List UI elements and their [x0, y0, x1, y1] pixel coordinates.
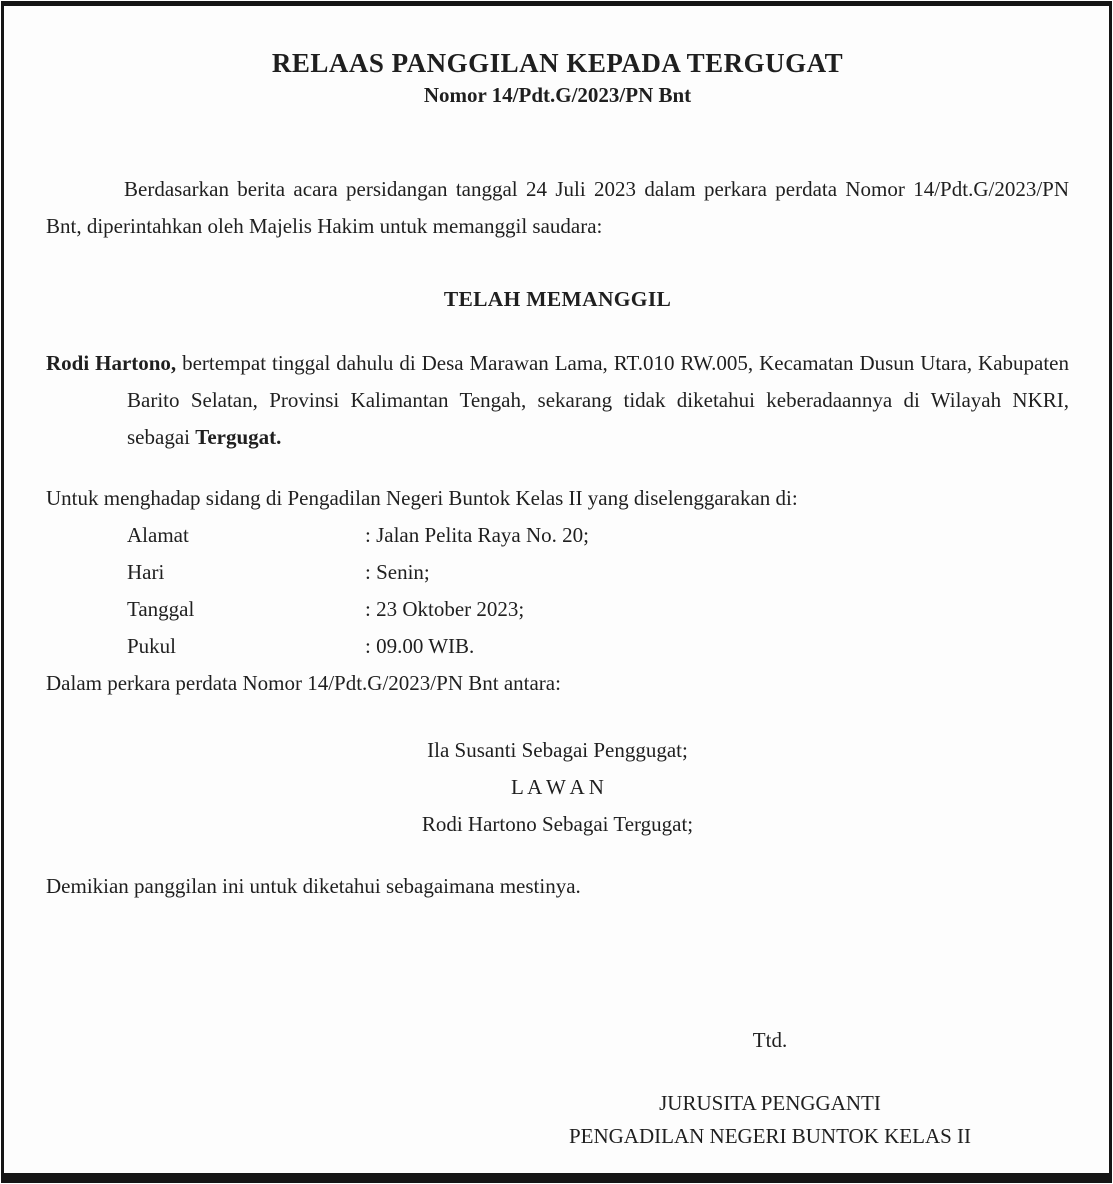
detail-value: : Senin;	[365, 560, 430, 584]
detail-label: Alamat	[127, 523, 189, 547]
signed-label: Ttd.	[752, 1028, 788, 1052]
defendant-name: Rodi Hartono,	[46, 351, 177, 375]
parties-block	[46, 732, 1069, 843]
closing-line: Demikian panggilan ini untuk diketahui sebagaimana mestinya.	[46, 874, 581, 898]
hearing-detail-row-pukul	[46, 628, 1069, 665]
hearing-detail-row-alamat	[46, 517, 1069, 554]
detail-label: Tanggal	[127, 597, 195, 621]
summons-document	[1, 1, 1112, 1183]
defendant-paragraph	[46, 345, 1069, 456]
detail-label: Hari	[127, 560, 165, 584]
document-header	[46, 47, 1069, 109]
defendant-description: bertempat tinggal dahulu di Desa Marawan Lama, RT.010 RW.005, Kecamatan Dusun Utara, Kabupaten Barito Selatan, Provinsi Kalimantan Tengah, sekarang tidak diketahui keberadaannya di Wilayah NKRI, sebagai	[127, 351, 1069, 449]
case-number: Nomor 14/Pdt.G/2023/PN Bnt	[423, 83, 692, 107]
section-heading: TELAH MEMANGGIL	[443, 287, 672, 311]
versus-line: L A W A N	[511, 775, 604, 799]
signer-court: PENGADILAN NEGERI BUNTOK KELAS II	[568, 1124, 972, 1148]
detail-value: : Jalan Pelita Raya No. 20;	[365, 523, 589, 547]
signer-role: JURUSITA PENGGANTI	[659, 1091, 881, 1115]
document-title: RELAAS PANGGILAN KEPADA TERGUGAT	[271, 48, 844, 78]
signature-block	[518, 1023, 1022, 1153]
detail-value: : 09.00 WIB.	[365, 634, 475, 658]
intro-paragraph: Berdasarkan berita acara persidangan tanggal 24 Juli 2023 dalam perkara perdata Nomor 14/Pdt.G/2023/PN Bnt, diperintahkan oleh Majelis Hakim untuk memanggil saudara:	[46, 177, 1069, 238]
detail-label: Pukul	[127, 634, 177, 658]
defendant-role: Tergugat.	[195, 425, 282, 449]
hearing-intro: Untuk menghadap sidang di Pengadilan Negeri Buntok Kelas II yang diselenggarakan di:	[46, 486, 798, 510]
hearing-detail-row-tanggal	[46, 591, 1069, 628]
case-line: Dalam perkara perdata Nomor 14/Pdt.G/2023/PN Bnt antara:	[46, 671, 561, 695]
hearing-details	[46, 517, 1069, 665]
detail-value: : 23 Oktober 2023;	[365, 597, 525, 621]
hearing-detail-row-hari	[46, 554, 1069, 591]
plaintiff-line: Ila Susanti Sebagai Penggugat;	[427, 738, 688, 762]
defendant-line: Rodi Hartono Sebagai Tergugat;	[421, 812, 694, 836]
